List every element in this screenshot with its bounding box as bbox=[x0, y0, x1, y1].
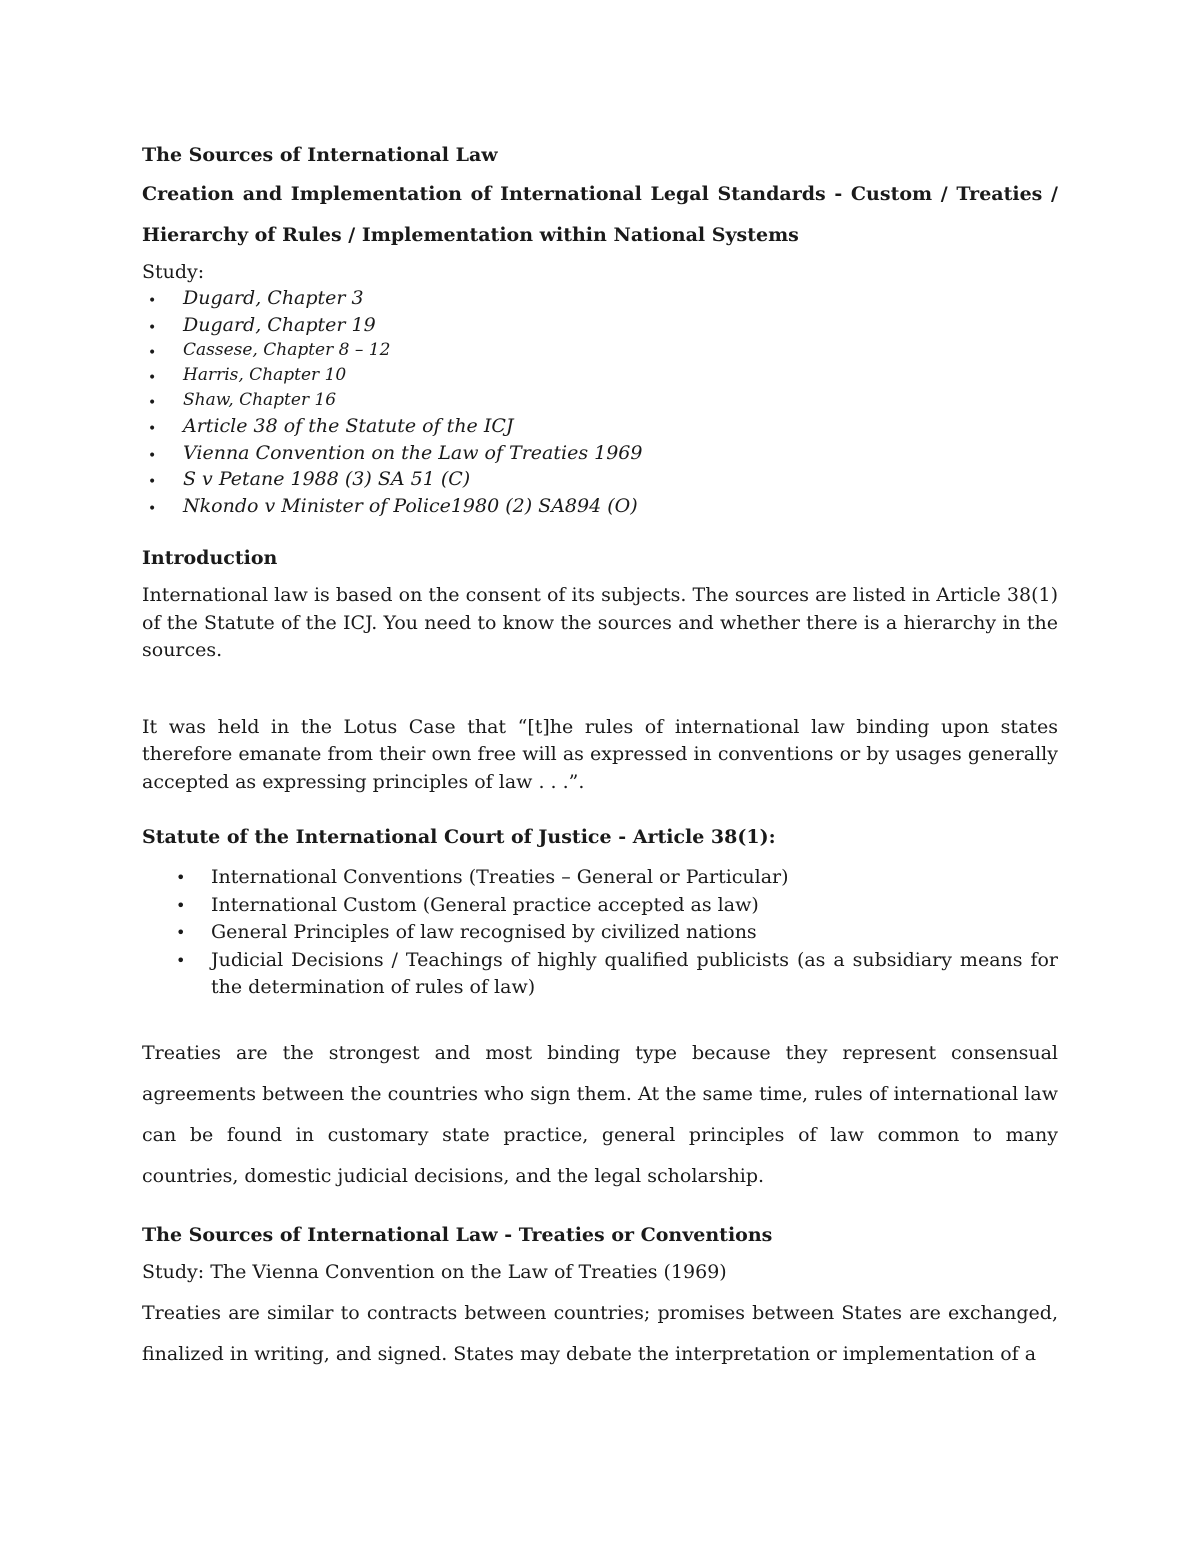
sources-list-item: • General Principles of law recognised by civilized nations bbox=[142, 919, 1058, 947]
sources-list-item: • International Conventions (Treaties – General or Particular) bbox=[142, 864, 1058, 892]
treaties-heading: The Sources of International Law - Treaties or Conventions bbox=[142, 1223, 773, 1246]
bullet-icon: • bbox=[148, 421, 157, 437]
sources-list bbox=[142, 864, 1058, 1002]
reading-list-item: • S v Petane 1988 (3) SA 51 (C) bbox=[142, 466, 1058, 493]
bullet-icon: • bbox=[148, 370, 157, 386]
treaties-paragraph: Treaties are the strongest and most binding type because they represent consensual agreements between the countries who sign them. At the same time, rules of international law can be found in customary state practice, general principles of law common to many countries, domestic judicial decisions, and the legal scholarship. bbox=[142, 1041, 1058, 1187]
sources-list-item: • International Custom (General practice accepted as law) bbox=[142, 892, 1058, 920]
reading-list-item: • Vienna Convention on the Law of Treaties 1969 bbox=[142, 440, 1058, 467]
reading-list bbox=[142, 285, 1058, 519]
reading-list-item: • Nkondo v Minister of Police1980 (2) SA894 (O) bbox=[142, 493, 1058, 520]
document-page bbox=[142, 143, 1058, 1375]
reading-list-item: • Article 38 of the Statute of the ICJ bbox=[142, 413, 1058, 440]
reading-list-item: • Dugard, Chapter 3 bbox=[142, 285, 1058, 312]
introduction-paragraph: International law is based on the consent of its subjects. The sources are listed in Article 38(1) of the Statute of the ICJ. You need to know the sources and whether there is a hierarchy in the sources. bbox=[142, 584, 1058, 661]
bullet-icon: • bbox=[148, 319, 157, 336]
bullet-icon: • bbox=[148, 345, 157, 361]
bullet-icon: • bbox=[148, 500, 157, 517]
contracts-paragraph: Treaties are similar to contracts between countries; promises between States are exchanged, finalized in writing, and signed. States may debate the interpretation or implementation of a bbox=[142, 1301, 1058, 1365]
reading-list-item: • Cassese, Chapter 8 – 12 bbox=[142, 338, 1058, 363]
reading-list-item: • Harris, Chapter 10 bbox=[142, 363, 1058, 388]
bullet-icon: • bbox=[176, 950, 186, 970]
bullet-icon: • bbox=[148, 474, 157, 490]
reading-list-item: • Dugard, Chapter 19 bbox=[142, 312, 1058, 339]
bullet-icon: • bbox=[176, 923, 186, 942]
introduction-heading: Introduction bbox=[142, 547, 278, 569]
vienna-study-line: Study: The Vienna Convention on the Law of Treaties (1969) bbox=[142, 1260, 727, 1283]
document-subtitle: Creation and Implementation of International Legal Standards - Custom / Treaties / Hierarchy of Rules / Implementation within National Systems bbox=[142, 183, 1058, 246]
bullet-icon: • bbox=[148, 395, 157, 411]
study-label: Study: bbox=[142, 261, 205, 283]
bullet-icon: • bbox=[176, 868, 186, 887]
document-title: The Sources of International Law bbox=[142, 144, 498, 166]
sources-list-item: • Judicial Decisions / Teachings of highly qualified publicists (as a subsidiary means for the determination of rules of law) bbox=[176, 948, 1058, 998]
reading-list-item: • Shaw, Chapter 16 bbox=[142, 388, 1058, 413]
statute-heading: Statute of the International Court of Justice - Article 38(1): bbox=[142, 826, 776, 848]
lotus-paragraph: It was held in the Lotus Case that “[t]he rules of international law binding upon states therefore emanate from their own free will as expressed in conventions or by usages generally accepted as expressing principles of law . . .”. bbox=[142, 715, 1058, 793]
bullet-icon: • bbox=[148, 447, 157, 464]
bullet-icon: • bbox=[148, 293, 157, 309]
bullet-icon: • bbox=[176, 895, 186, 915]
